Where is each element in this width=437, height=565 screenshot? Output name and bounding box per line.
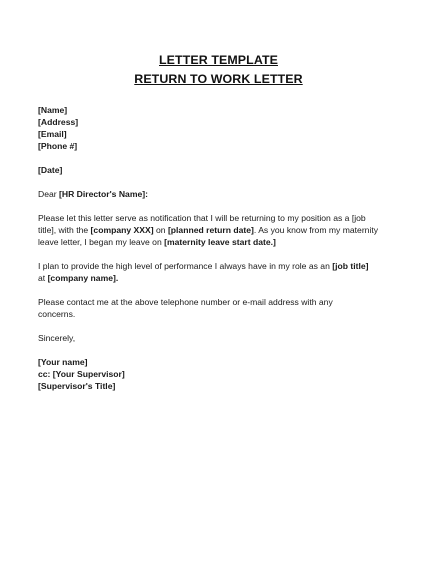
signature-cc: cc: [Your Supervisor] <box>38 369 125 379</box>
sender-phone: [Phone #] <box>38 141 78 151</box>
return-date-placeholder: [planned return date] <box>167 225 254 235</box>
paragraph-notification <box>38 212 410 248</box>
sender-address: [Address] <box>38 117 79 127</box>
letter-body <box>38 104 410 392</box>
paragraph-3-line-2: concerns. <box>38 309 76 319</box>
salutation-recipient: [HR Director's Name]: <box>59 189 148 199</box>
signature-block <box>38 356 410 392</box>
document-title: LETTER TEMPLATE <box>159 53 278 67</box>
salutation-prefix: Dear <box>38 189 60 199</box>
company-placeholder: [company XXX] <box>90 225 154 235</box>
job-title-placeholder: [job title] <box>332 261 369 271</box>
paragraph-contact <box>38 296 410 320</box>
paragraph-2-line-1: I plan to provide the high level of performance I always have in my role as an [job title] <box>38 261 369 271</box>
leave-start-placeholder: [maternity leave start date.] <box>164 237 276 247</box>
closing: Sincerely, <box>38 333 76 343</box>
sender-block <box>38 104 410 152</box>
paragraph-performance <box>38 260 410 284</box>
paragraph-1-line-1: Please let this letter serve as notification that I will be returning to my position as a [job <box>38 213 366 223</box>
signature-supervisor-title: [Supervisor's Title] <box>38 381 116 391</box>
paragraph-2-line-2: at [company name]. <box>38 273 119 283</box>
letter-date: [Date] <box>38 165 63 175</box>
sender-name: [Name] <box>38 105 68 115</box>
paragraph-3-line-1: Please contact me at the above telephone number or e-mail address with any <box>38 297 333 307</box>
company-name-placeholder: [company name]. <box>47 273 119 283</box>
signature-name: [Your name] <box>38 357 88 367</box>
paragraph-1-line-2: title], with the [company XXX] on [planned return date]. As you know from my maternity <box>38 225 379 235</box>
salutation <box>38 188 410 200</box>
paragraph-1-line-3: leave letter, I began my leave on [maternity leave start date.] <box>38 237 276 247</box>
document-subtitle: RETURN TO WORK LETTER <box>134 72 303 86</box>
sender-email: [Email] <box>38 129 67 139</box>
